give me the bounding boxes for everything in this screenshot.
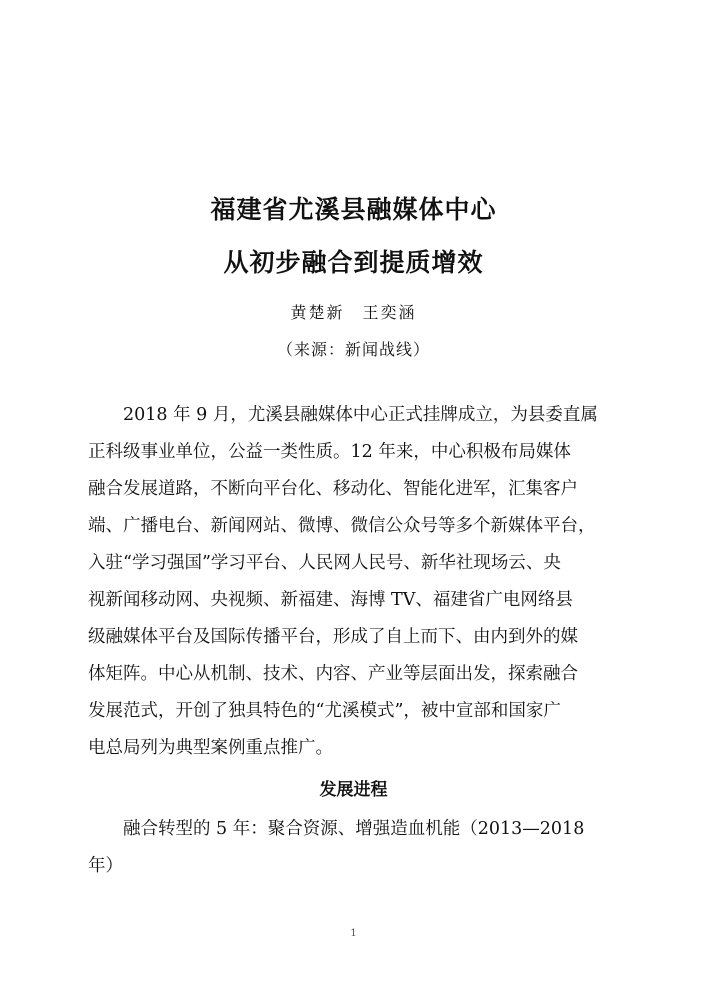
title-line-2: 从初步融合到提质增效 <box>223 248 484 277</box>
paragraph-line: 体矩阵。中心从机制、技术、内容、产业等层面出发，探索融合 <box>88 664 578 684</box>
title-line-1: 福建省尤溪县融媒体中心 <box>210 195 497 224</box>
paragraph-line: 入驻“学习强国”学习平台、人民网人民号、新华社现场云、央 <box>88 553 561 573</box>
authors: 黄楚新 王奕涵 <box>290 303 417 322</box>
paragraph-line: 2018 年 9 月，尤溪县融媒体中心正式挂牌成立，为县委直属 <box>88 405 598 425</box>
paragraph-line: 视新闻移动网、央视频、新福建、海博 TV、福建省广电网络县 <box>88 590 573 610</box>
paragraph-line: 发展范式，开创了独具特色的“尤溪模式”，被中宣部和国家广 <box>88 701 561 721</box>
paragraph-line: 正科级事业单位，公益一类性质。12 年来，中心积极布局媒体 <box>88 442 571 462</box>
paragraph-line: 电总局列为典型案例重点推广。 <box>88 738 333 758</box>
section-heading: 发展进程 <box>319 780 388 800</box>
subsection-line: 年） <box>88 856 123 876</box>
subsection-line: 融合转型的 5 年：聚合资源、增强造血机能（2013—2018 <box>88 819 585 839</box>
paragraph-line: 融合发展道路，不断向平台化、移动化、智能化进军，汇集客户 <box>88 479 578 499</box>
paragraph-line: 端、广播电台、新闻网站、微博、微信公众号等多个新媒体平台， <box>88 516 596 536</box>
source-note: （来源：新闻战线） <box>276 340 430 359</box>
page-number: 1 <box>350 928 357 939</box>
paragraph-line: 级融媒体平台及国际传播平台，形成了自上而下、由内到外的媒 <box>88 627 578 647</box>
